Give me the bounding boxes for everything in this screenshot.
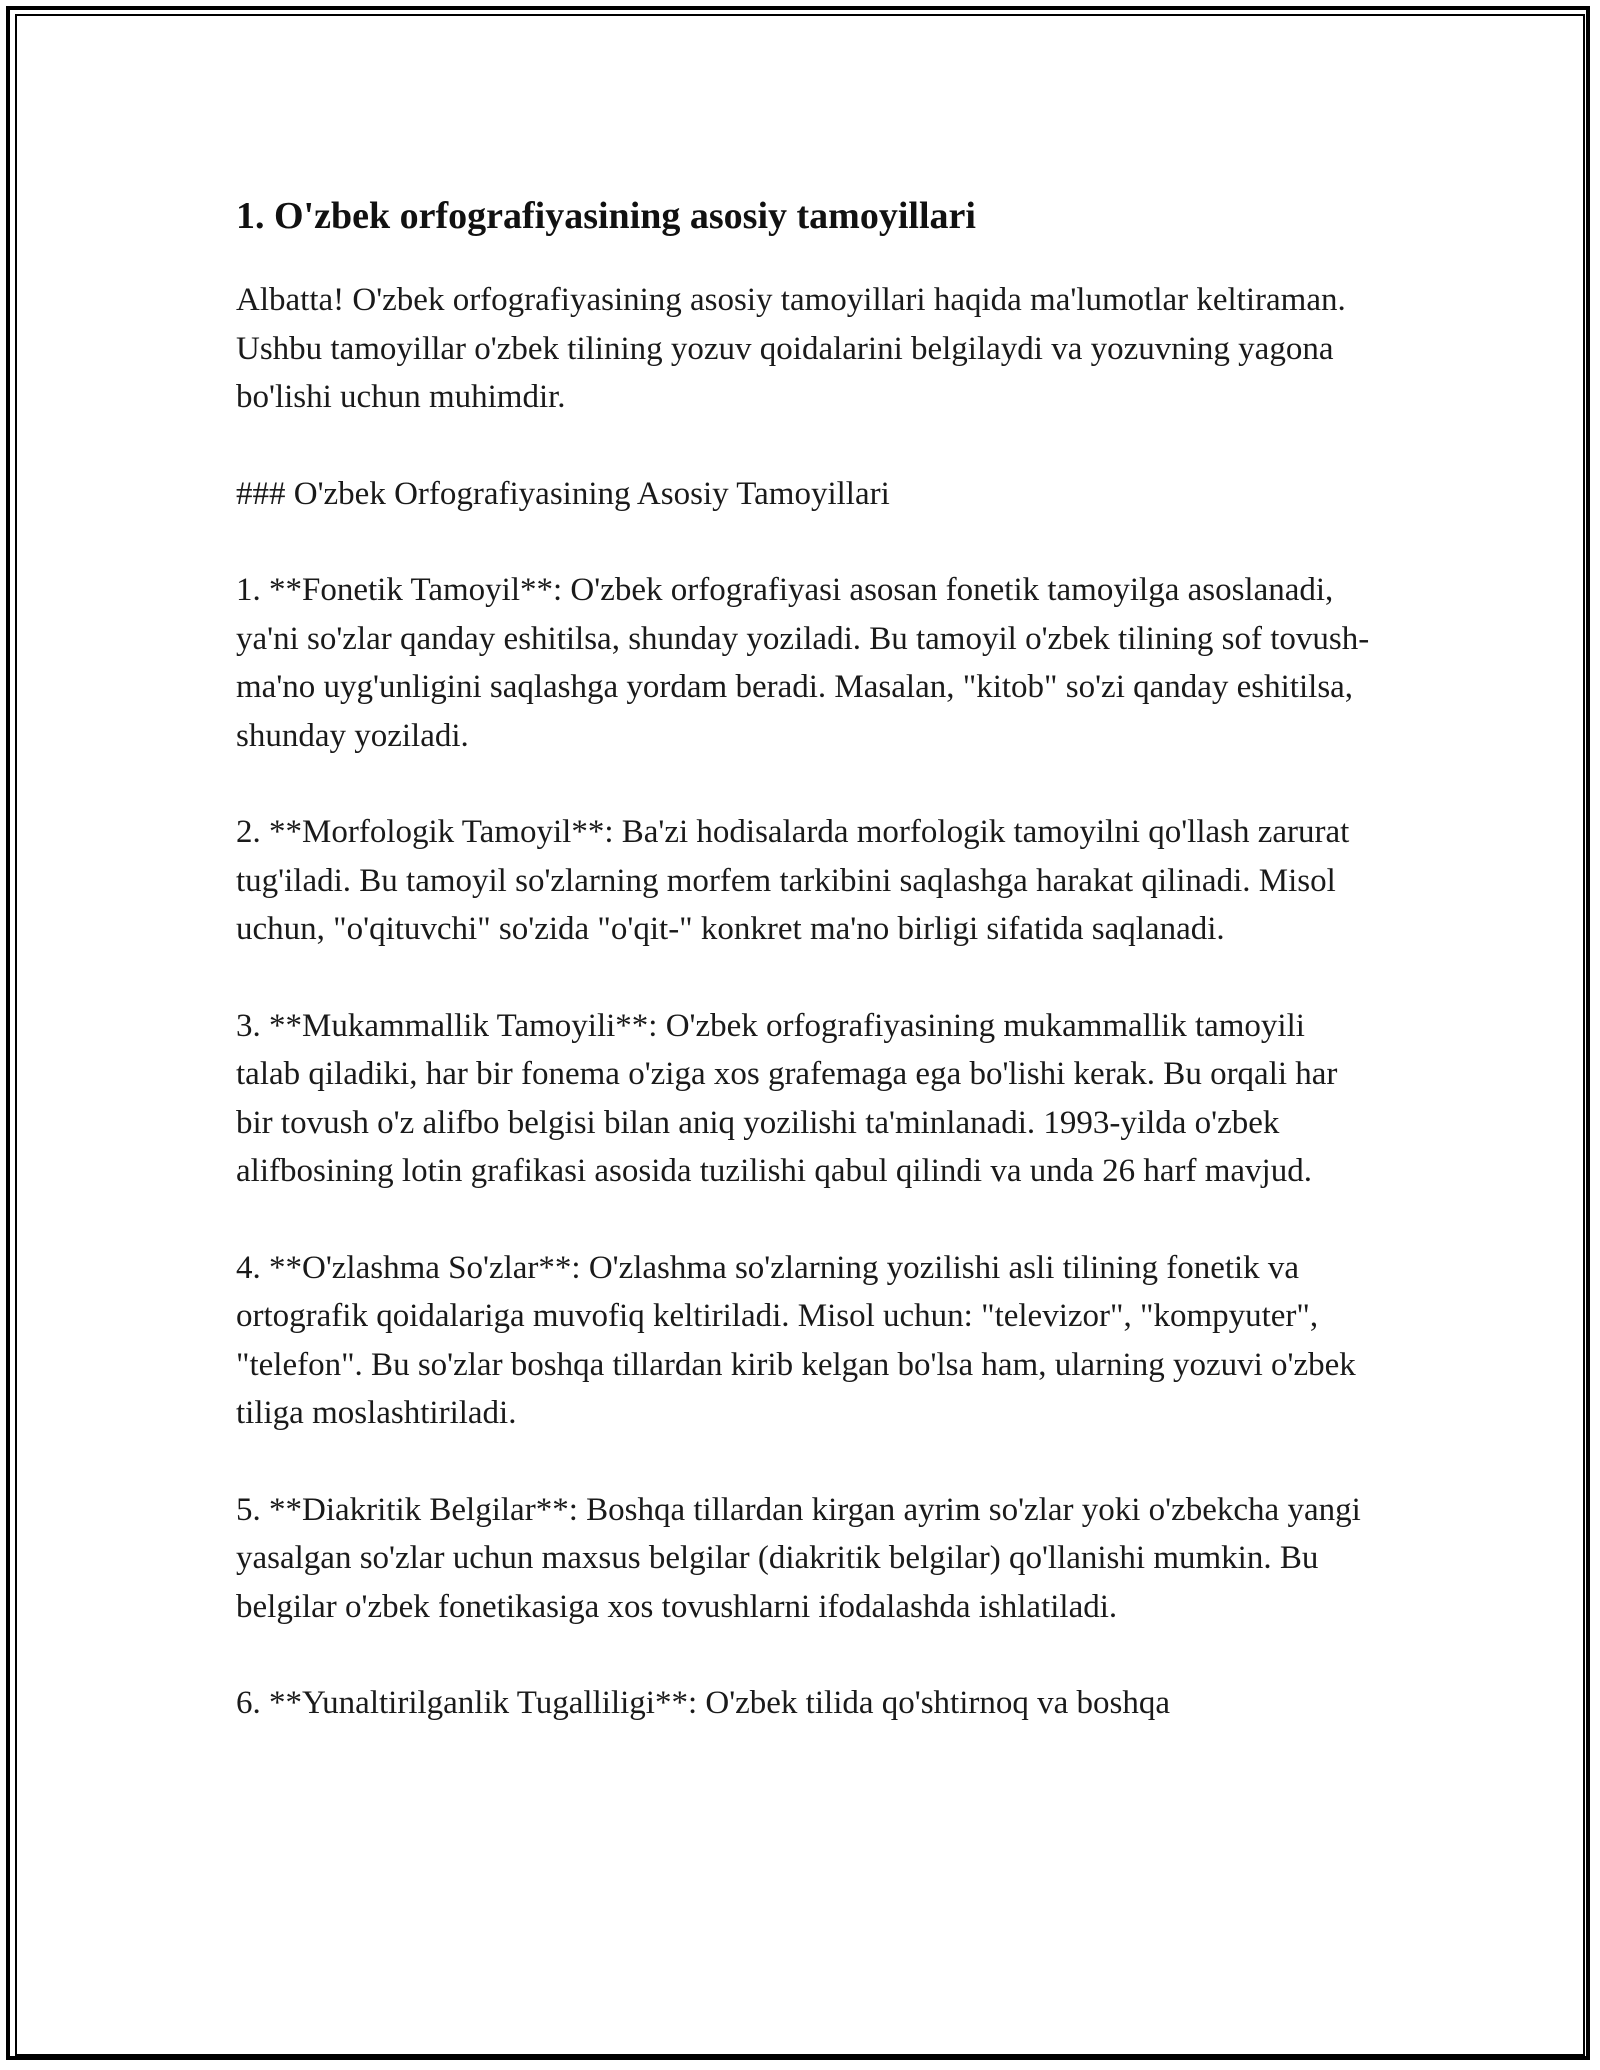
document-title: 1. O'zbek orfografiyasining asosiy tamoyillari xyxy=(236,195,976,237)
list-item-morphological: 2. **Morfologik Tamoyil**: Ba'zi hodisalarda morfologik tamoyilni qo'llash zarurat tug'iladi. Bu tamoyil so'zlarning morfem tarkibini saqlashga harakat qilinadi. Misol uchun, "o'qituvchi" so'zida "o'qit-" konkret ma'no birligi sifatida saqlanadi. xyxy=(236,814,1350,947)
intro-paragraph: Albatta! O'zbek orfografiyasining asosiy tamoyillari haqida ma'lumotlar keltiraman. Ushbu tamoyillar o'zbek tilining yozuv qoidalarini belgilaydi va yozuvning yagona bo'lishi uchun muhimdir. xyxy=(236,282,1346,415)
section-heading: ### O'zbek Orfografiyasining Asosiy Tamoyillari xyxy=(236,475,890,512)
document-body xyxy=(236,186,1370,1776)
list-item-loanwords: 4. **O'zlashma So'zlar**: O'zlashma so'zlarning yozilishi asli tilining fonetik va ortografik qoidalariga muvofiq keltiriladi. Misol uchun: "televizor", "kompyuter", "telefon". Bu so'zlar boshqa tillardan kirib kelgan bo'lsa ham, ularning yozuvi o'zbek tiliga moslashtiriladi. xyxy=(236,1249,1356,1431)
list-item-completeness: 3. **Mukammallik Tamoyili**: O'zbek orfografiyasining mukammallik tamoyili talab qiladiki, har bir fonema o'ziga xos grafemaga ega bo'lishi kerak. Bu orqali har bir tovush o'z alifbo belgisi bilan aniq yozilishi ta'minlanadi. 1993-yilda o'zbek alifbosining lotin grafikasi asosida tuzilishi qabul qilindi va unda 26 harf mavjud. xyxy=(236,1007,1338,1189)
list-item-phonetic: 1. **Fonetik Tamoyil**: O'zbek orfografiyasi asosan fonetik tamoyilga asoslanadi, ya'ni so'zlar qanday eshitilsa, shunday yoziladi. Bu tamoyil o'zbek tilining sof tovush-ma'no uyg'unligini saqlashga yordam beradi. Masalan, "kitob" so'zi qanday eshitilsa, shunday yoziladi. xyxy=(236,572,1370,754)
list-item-directedness: 6. **Yunaltirilganlik Tugalliligi**: O'zbek tilida qo'shtirnoq va boshqa xyxy=(236,1685,1171,1721)
list-item-diacritics: 5. **Diakritik Belgilar**: Boshqa tillardan kirgan ayrim so'zlar yoki o'zbekcha yangi yasalgan so'zlar uchun maxsus belgilar (diakritik belgilar) qo'llanishi mumkin. Bu belgilar o'zbek fonetikasiga xos tovushlarni ifodalashda ishlatiladi. xyxy=(236,1491,1361,1625)
